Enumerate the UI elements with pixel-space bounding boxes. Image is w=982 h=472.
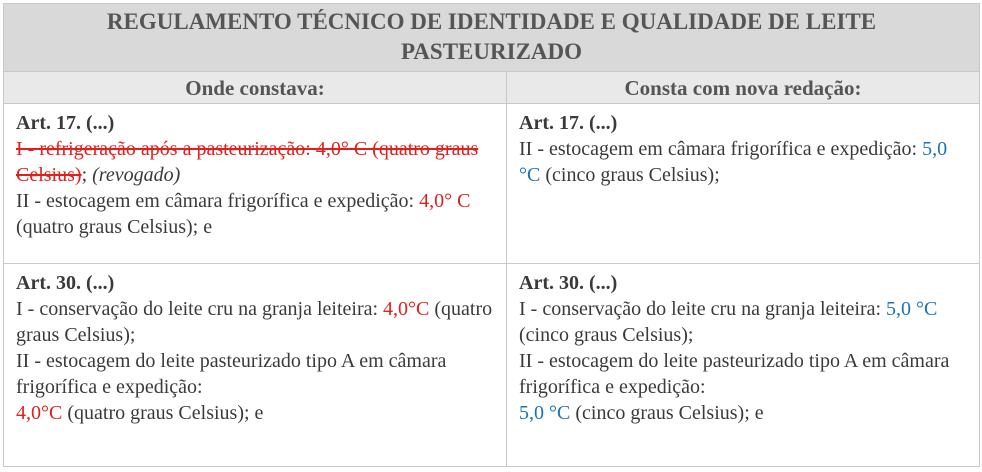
item-suffix: (quatro graus Celsius); e (62, 402, 264, 424)
item-text (519, 136, 967, 188)
table-row (4, 264, 980, 467)
punctuation: ; (81, 164, 88, 186)
new-text-cell (507, 264, 980, 467)
article-heading: Art. 30. (...) (16, 272, 115, 294)
comparison-document (3, 3, 979, 467)
document-title: REGULAMENTO TÉCNICO DE IDENTIDADE E QUALIDADE DE LEITE PASTEURIZADO (4, 4, 980, 72)
item-label: I - conservação do leite cru na granja leiteira: (16, 298, 384, 320)
article-heading: Art. 17. (...) (519, 112, 618, 134)
old-temperature-value: 4,0°C (16, 402, 63, 424)
item-label: II - estocagem em câmara frigorífica e expedição: (16, 190, 420, 212)
item-suffix: (cinco graus Celsius); (540, 164, 720, 186)
item-text (16, 296, 494, 348)
old-temperature-value: 4,0°C (383, 298, 430, 320)
item-text (519, 296, 967, 348)
item-suffix: (quatro graus Celsius); e (16, 216, 213, 238)
table-row (4, 104, 980, 264)
revoked-item (16, 136, 494, 188)
new-temperature-value: 5,0 °C (519, 402, 571, 424)
item-label: I - conservação do leite cru na granja leiteira: (519, 298, 887, 320)
revoked-note: (revogado) (92, 164, 181, 186)
item-label: II - estocagem do leite pasteurizado tipo A em câmara frigorífica e expedição: (16, 350, 447, 398)
comparison-table (3, 3, 980, 467)
item-suffix: (quatro graus Celsius); (16, 298, 493, 346)
item-label: II - estocagem do leite pasteurizado tipo A em câmara frigorífica e expedição: (519, 350, 950, 398)
column-header-new: Consta com nova redação: (507, 72, 980, 104)
item-label: II - estocagem em câmara frigorífica e expedição: (519, 138, 923, 160)
new-text-cell (507, 104, 980, 264)
item-suffix: (cinco graus Celsius); (519, 324, 694, 346)
item-text (16, 188, 494, 240)
old-text-cell (4, 104, 507, 264)
struck-text: I - refrigeração após a pasteurização: 4,0° C (quatro graus Celsius) (16, 138, 479, 186)
article-heading: Art. 17. (...) (16, 112, 115, 134)
item-text (519, 348, 967, 426)
item-text (16, 348, 494, 426)
new-temperature-value: 5,0 °C (519, 138, 948, 186)
new-temperature-value: 5,0 °C (886, 298, 938, 320)
column-header-old: Onde constava: (4, 72, 507, 104)
item-suffix: (cinco graus Celsius); e (570, 402, 764, 424)
article-heading: Art. 30. (...) (519, 272, 618, 294)
old-temperature-value: 4,0° C (419, 190, 471, 212)
old-text-cell (4, 264, 507, 467)
